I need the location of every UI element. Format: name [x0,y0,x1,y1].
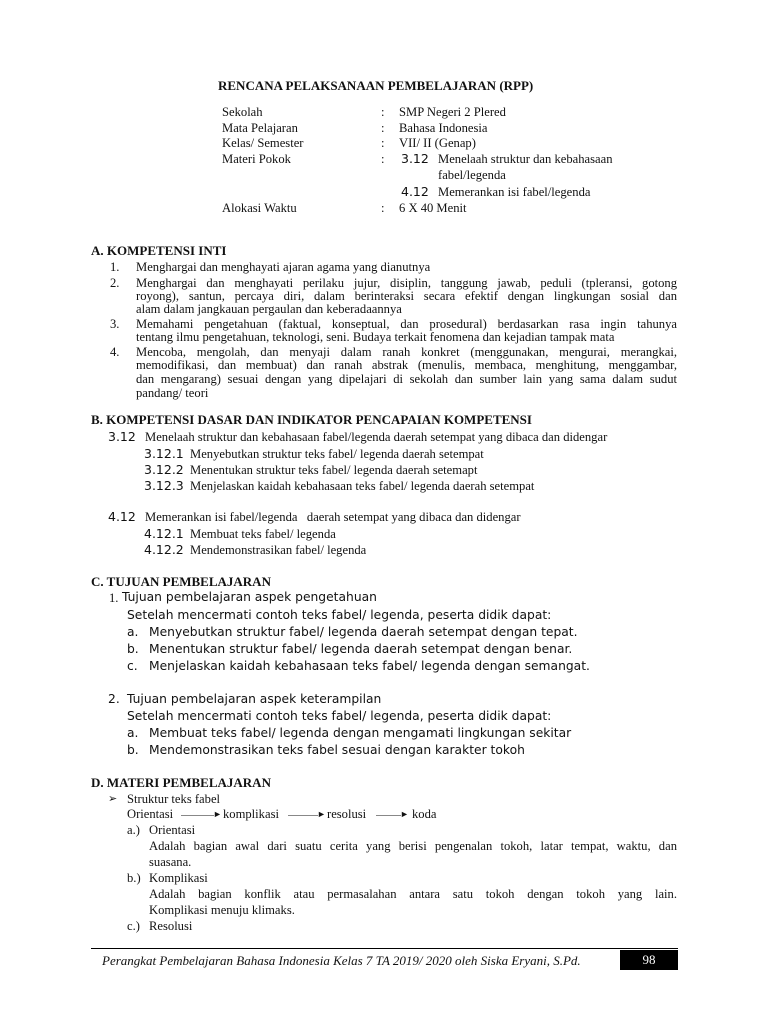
footer-divider [91,948,678,949]
kd-code: 4.12 [401,184,429,199]
arrow-right-icon: ► [317,809,326,819]
indicator-text: Mendemonstrasikan fabel/ legenda [190,543,367,557]
goal-intro: Setelah mencermati contoh teks fabel/ legenda, peserta didik dapat: [127,608,552,622]
identity-label: Alokasi Waktu [222,201,297,215]
section-b-heading: B. KOMPETENSI DASAR DAN INDIKATOR PENCAPAIAN KOMPETENSI [91,412,532,427]
kd-text: Memerankan isi fabel/legenda daerah setempat yang dibaca dan didengar [145,510,521,524]
list-num: c. [127,659,138,673]
goal-item: Menentukan struktur fabel/ legenda daerah setempat dengan benar. [149,642,573,656]
identity-sep: : [381,136,385,150]
flow-step: komplikasi [223,807,279,821]
identity-value: Menelaah struktur dan kebahasaan [438,152,613,166]
list-num: a. [127,726,139,740]
indicator-code: 3.12.1 [144,446,184,461]
list-item-line: pandang/ teori [136,386,209,400]
list-item-line: memodifikasi, dan membuat) dan ranah abstrak (menulis, membaca, menghitung, menggambar, [136,358,677,372]
identity-sep: : [381,201,385,215]
identity-value: VII/ II (Genap) [399,136,476,150]
indicator-code: 4.12.1 [144,526,184,541]
list-num: 3. [110,317,120,331]
identity-sep: : [381,121,385,135]
identity-sep: : [381,152,385,166]
identity-value: 6 X 40 Menit [399,201,467,215]
list-item: Menghargai dan menghayati ajaran agama yang dianutnya [136,260,431,274]
material-text: suasana. [149,855,192,869]
flow-arrow-line [376,815,401,816]
list-item-line: Mencoba, mengolah, dan menyaji dalam ranah konkret (menggunakan, mengurai, merangkai, [136,345,677,359]
list-num: 2. [108,692,120,706]
kd-code: 4.12 [108,509,136,524]
kd-text: Menelaah struktur dan kebahasaan fabel/legenda daerah setempat yang dibaca dan didengar [145,430,608,444]
page-title: RENCANA PELAKSANAAN PEMBELAJARAN (RPP) [218,78,534,93]
list-item-line: alam dalam jangkauan pergaulan dan keberadaannya [136,302,402,316]
material-text: Adalah bagian konflik atau permasalahan antara satu tokoh dengan tokoh yang lain. [149,887,677,901]
material-text: Komplikasi menuju klimaks. [149,903,295,917]
material-title: Resolusi [149,919,193,933]
goal-item: Menyebutkan struktur fabel/ legenda daerah setempat dengan tepat. [149,625,578,639]
page-number: 98 [620,950,678,970]
material-title: Orientasi [149,823,196,837]
identity-value: Memerankan isi fabel/legenda [438,185,591,199]
identity-label: Materi Pokok [222,152,291,166]
identity-sep: : [381,105,385,119]
indicator-code: 3.12.3 [144,478,184,493]
list-num: 2. [110,276,120,290]
goal-item: Mendemonstrasikan teks fabel sesuai dengan karakter tokoh [149,743,525,757]
list-num: 4. [110,345,120,359]
goal-title: Tujuan pembelajaran aspek pengetahuan [122,590,377,604]
indicator-text: Membuat teks fabel/ legenda [190,527,336,541]
list-item-line: Menghargai dan menghayati perilaku jujur, disiplin, tanggung jawab, peduli (tpleransi, gotong [136,276,677,290]
kd-code: 3.12 [401,151,429,166]
material-text: Adalah bagian awal dari suatu cerita yang berisi pengenalan tokoh, latar tempat, waktu, dan [149,839,677,853]
list-item-line: dan mengarang) sesuai dengan yang dipelajari di sekolah dan sumber lain yang sama dalam sudut [136,372,677,386]
identity-label: Sekolah [222,105,263,119]
list-item-line: royong), santun, percaya diri, dalam berinteraksi secara efektif dengan lingkungan sosial dan [136,289,677,303]
list-num: c.) [127,919,140,933]
kd-code: 3.12 [108,429,136,444]
footer-text: Perangkat Pembelajaran Bahasa Indonesia Kelas 7 TA 2019/ 2020 oleh Siska Eryani, S.Pd. [102,953,581,968]
flow-arrow-line [181,815,214,816]
section-c-heading: C. TUJUAN PEMBELAJARAN [91,574,271,589]
list-num: b. [127,743,139,757]
list-num: b.) [127,871,141,885]
indicator-code: 4.12.2 [144,542,184,557]
list-num: 1. [110,260,120,274]
identity-label: Kelas/ Semester [222,136,304,150]
flow-step: resolusi [327,807,367,821]
section-a-heading: A. KOMPETENSI INTI [91,243,227,258]
section-d-heading: D. MATERI PEMBELAJARAN [91,775,271,790]
flow-step: koda [412,807,437,821]
bullet-text: Struktur teks fabel [127,792,221,806]
goal-item: Menjelaskan kaidah kebahasaan teks fabel/ legenda dengan semangat. [149,659,590,673]
list-num: a. [127,625,139,639]
indicator-code: 3.12.2 [144,462,184,477]
indicator-text: Menentukan struktur teks fabel/ legenda daerah setemapt [190,463,478,477]
identity-value: Bahasa Indonesia [399,121,488,135]
bullet-arrow-icon: ➢ [108,792,118,805]
arrow-right-icon: ► [400,809,409,819]
indicator-text: Menjelaskan kaidah kebahasaan teks fabel/ legenda daerah setempat [190,479,535,493]
material-title: Komplikasi [149,871,208,885]
identity-value: fabel/legenda [438,168,506,182]
arrow-right-icon: ► [213,809,222,819]
goal-title: Tujuan pembelajaran aspek keterampilan [127,692,382,706]
flow-arrow-line [288,815,318,816]
goal-intro: Setelah mencermati contoh teks fabel/ legenda, peserta didik dapat: [127,709,552,723]
flow-step: Orientasi [127,807,174,821]
indicator-text: Menyebutkan struktur teks fabel/ legenda daerah setempat [190,447,484,461]
goal-item: Membuat teks fabel/ legenda dengan mengamati lingkungan sekitar [149,726,572,740]
identity-label: Mata Pelajaran [222,121,298,135]
list-item-line: tentang ilmu pengetahuan, teknologi, seni. Budaya terkait fenomena dan kejadian tampak mata [136,330,615,344]
list-num: a.) [127,823,140,837]
list-num: b. [127,642,139,656]
identity-value: SMP Negeri 2 Plered [399,105,506,119]
list-item-line: Memahami pengetahuan (faktual, konseptual, dan prosedural) berdasarkan rasa ingin tahunya [136,317,677,331]
list-num: 1. [109,591,119,605]
